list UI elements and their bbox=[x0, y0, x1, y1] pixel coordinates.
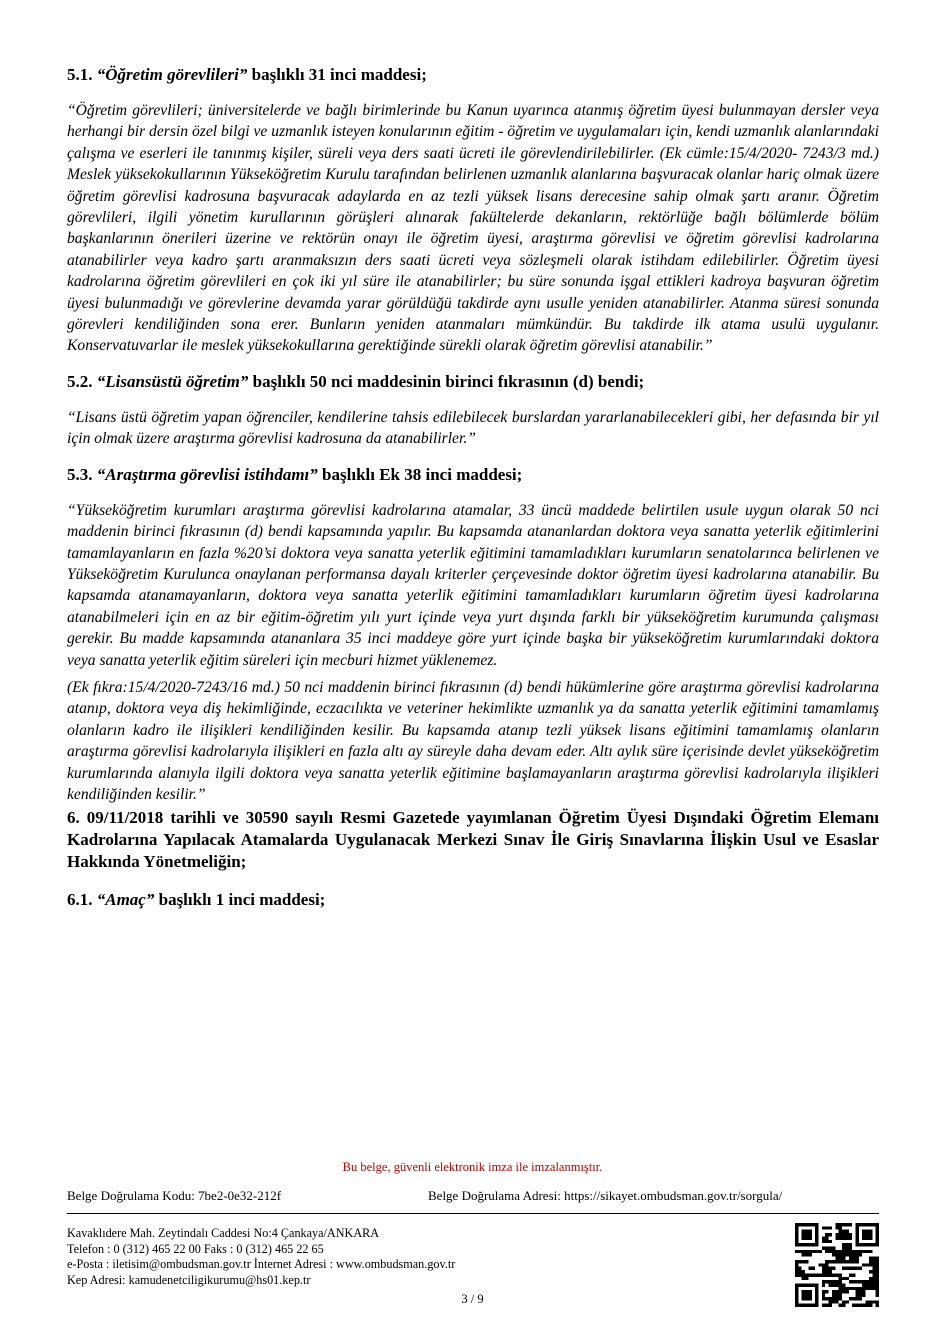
page-number: 3 / 9 bbox=[461, 1292, 484, 1306]
verification-address[interactable]: Belge Doğrulama Adresi: https://sikayet.ombudsman.gov.tr/sorgula/ bbox=[428, 1188, 783, 1203]
section-number: 5.3. bbox=[67, 464, 93, 484]
section-6-1-heading bbox=[67, 889, 879, 911]
section-suffix: başlıklı 50 nci maddesinin birinci fıkrasının (d) bendi; bbox=[248, 371, 645, 391]
section-suffix: başlıklı 31 inci maddesi; bbox=[247, 65, 427, 84]
section-5-3-text-2: (Ek fıkra:15/4/2020-7243/16 md.) 50 nci maddenin birinci fıkrasının (d) bendi hükümlerine göre araştırma görevlisi kadrolarına atanıp, doktora veya diş hekimliğinde, eczacılıkta ve veteriner hekimlikte uzmanlık ya da sanatta yeterlik eğitimini tamamlamış olanların kadro ile ilişikleri kendiliğinden kesilir. Bu kapsamda atanıp tezli yüksek lisans eğitimini tamamlamış olanların araştırma görevlisi kadrolarıyla ilişikleri en fazla altı ay süreyle daha devam eder. Altı aylık süre içerisinde devlet yükseköğretim kurumlarında alanıyla ilgili doktora veya sanatta yeterlik eğitimine başlamayanların araştırma görevlisi kadrolarıyla ilişikleri kendiliğinden kesilir.” bbox=[67, 678, 879, 803]
section-6-heading: 6. 09/11/2018 tarihli ve 30590 sayılı Resmi Gazetede yayımlanan Öğretim Üyesi Dışındaki Öğretim Elemanı Kadrolarına Yapılacak Atamalarda Uygulanacak Merkezi Sınav İle Giriş Sınavlarına İlişkin Usul ve Esaslar Hakkında Yönetmeliğin; bbox=[67, 808, 879, 872]
footer-contact bbox=[67, 1226, 455, 1288]
section-suffix: başlıklı 1 inci maddesi; bbox=[154, 890, 326, 910]
section-5-1-text: “Öğretim görevlileri; üniversitelerde ve bağlı birimlerinde bu Kanun uyarınca atanmış öğretim üyesi bulunmayan dersler veya herhangi bir dersin özel bilgi ve uzmanlık isteyen konularının eğitim - öğretim ve uygulamaları için, kendi uzmanlık alanlarındaki çalışma ve eserleri ile tanınmış kişiler, süreli veya ders saati ücreti ile görevlendirilebilirler. (Ek cümle:15/4/2020- 7243/3 md.) Meslek yüksekokullarının Yükseköğretim Kurulu tarafından belirlenen uzmanlık alanlarına başvuracak olanlar hariç olmak üzere öğretim görevlisi kadrosuna başvuracak adaylarda en az tezli yüksek lisans derecesine sahip olmak şartı aranır. Öğretim görevlileri, ilgili yönetim kurullarının görüşleri alınarak fakültelerde dekanların, rektörlüğe bağlı bölümlerde bölüm başkanlarının önerileri üzerine ve rektörün onayı ile öğretim üyesi, araştırma görevlisi ve öğretim görevlisi kadrolarına atanabilirler veya kadro şartı aranmaksızın ders saati ücreti veya sözleşmeli olarak istihdam edilebilirler. Öğretim üyesi kadrolarına öğretim görevlileri en çok iki yıl süre ile atanabilirler; bu süre sonunda işgal ettikleri kadroya başvuran öğretim üyesi bulunmadığı ve görevlerine devamda yarar görüldüğü takdirde aynı usulle yeniden atanabilirler. Atanma süresi sonunda görevleri kendiliğinden sona erer. Bunların yeniden atanmaları mümkündür. Bu takdirde ilk atama usulü uygulanır. Konservatuvarlar ile meslek yüksekokullarına gerektiğinde sürekli olarak öğretim görevlisi atanabilir.” bbox=[67, 102, 879, 355]
section-title: “Lisansüstü öğretim” bbox=[96, 371, 249, 391]
section-title: “Araştırma görevlisi istihdamı” bbox=[96, 464, 318, 484]
footer-email-web[interactable]: e-Posta : iletisim@ombudsman.gov.tr İnternet Adresi : www.ombudsman.gov.tr bbox=[67, 1257, 456, 1272]
section-title: “Amaç” bbox=[96, 890, 155, 910]
section-5-3-text-1: “Yükseköğretim kurumları araştırma görevlisi kadrolarına atamalar, 33 üncü maddede belirtilen usule uygun olarak 50 nci maddenin birinci fıkrasının (d) bendi kapsamında yapılır. Bu kapsamda atananlardan doktora veya sanatta yeterlik eğitimlerini tamamlayanların en fazla %20’si doktora veya sanatta yeterlik eğitimini tamamladıkları kurumların senatolarınca belirlenen ve Yükseköğretim Kurulunca onaylanan performansa dayalı kriterler çerçevesinde doktor öğretim üyesi kadrolarına atanabilir. Bu kapsamda atanamayanların, doktora veya sanatta yeterlik eğitimini tamamladıkları kurumların öğretim üyesi kadrolarına atanabilmeleri için en az bir eğitim-öğretim yılı yurt içinde veya yurt dışında farklı bir yükseköğretim kurumunda çalışması gerekir. Bu madde kapsamında atananlara 35 inci maddeye göre yurt içinde başka bir yükseköğretim kurumlarındaki doktora veya sanatta yeterlik eğitim süreleri için mecburi hizmet yüklenemez. bbox=[67, 501, 879, 669]
section-title: “Öğretim görevlileri” bbox=[96, 65, 248, 84]
section-5-1-heading bbox=[67, 64, 879, 86]
footer-kep[interactable]: Kep Adresi: kamudenetciligikurumu@hs01.kep.tr bbox=[67, 1272, 311, 1287]
section-5-2-heading bbox=[67, 371, 879, 393]
document-body bbox=[67, 64, 879, 925]
footer-address: Kavaklıdere Mah. Zeytindalı Caddesi No:4 Çankaya/ANKARA bbox=[67, 1226, 380, 1240]
section-5-2-text: “Lisans üstü öğretim yapan öğrenciler, kendilerine tahsis edilebilecek burslardan yararlanabilecekleri gibi, her defasında bir yıl için olmak üzere araştırma görevlisi kadrosuna da atanabilirler.” bbox=[67, 408, 879, 448]
verification-code: Belge Doğrulama Kodu: 7be2-0e32-212f bbox=[67, 1188, 282, 1203]
section-number: 6.1. bbox=[67, 890, 93, 910]
section-number: 5.1. bbox=[67, 65, 93, 84]
e-signature-note: Bu belge, güvenli elektronik imza ile imzalanmıştır. bbox=[342, 1160, 603, 1174]
section-number: 5.2. bbox=[67, 371, 93, 391]
footer-phone: Telefon : 0 (312) 465 22 00 Faks : 0 (312) 465 22 65 bbox=[67, 1241, 324, 1256]
qr-code-icon bbox=[795, 1223, 879, 1307]
footer-divider bbox=[67, 1213, 879, 1214]
section-5-3-heading bbox=[67, 464, 879, 486]
section-suffix: başlıklı Ek 38 inci maddesi; bbox=[317, 464, 523, 484]
